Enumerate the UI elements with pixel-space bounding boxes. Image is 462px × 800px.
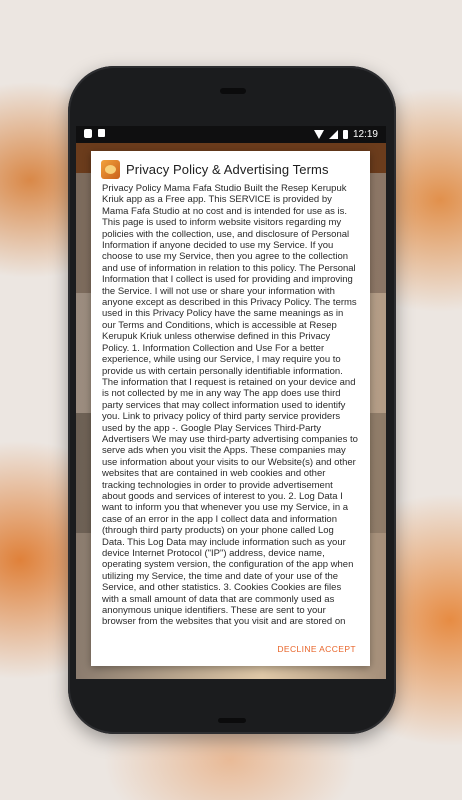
signal-icon: [329, 130, 338, 139]
decline-button[interactable]: DECLINE: [277, 644, 317, 654]
status-indicators: [314, 129, 378, 140]
app-icon: [101, 160, 120, 179]
privacy-policy-dialog: [91, 151, 370, 666]
status-notifications: [84, 129, 105, 138]
dialog-title: Privacy Policy & Advertising Terms: [126, 161, 329, 177]
wifi-icon: [314, 130, 324, 139]
dialog-header: [101, 158, 362, 180]
status-time: 12:19: [352, 129, 378, 140]
earpiece-speaker: [220, 88, 246, 94]
status-bar: [76, 126, 386, 143]
bottom-speaker: [218, 718, 246, 723]
dialog-actions: [91, 640, 370, 660]
accept-button[interactable]: ACCEPT: [319, 644, 356, 654]
policy-text[interactable]: Privacy Policy Mama Fafa Studio Built the Resep Kerupuk Kriuk app as a Free app. This SERVICE is provided by Mama Fafa Studio at no cost and is intended for use as is. This page is used to inform website visitors regarding my policies with the collection, use, and disclosure of Personal Information if anyone decided to use my Service. If you choose to use my Service, then you agree to the collection and use of information in relation to this policy. The Personal Information that I collect is used for providing and improving the Service. I will not use or share your information with anyone except as described in this Privacy Policy. The terms used in this Privacy Policy have the same meanings as in our Terms and Conditions, which is accessible at Resep Kerupuk Kriuk unless otherwise defined in this Privacy Policy. 1. Information Collection and Use For a better experience, while using our Service, I may require you to provide us with certain personally identifiable information. The information that I request is retained on your device and is not collected by me in any way The app does use third party services that may collect information used to identify you. Link to privacy policy of third party service providers used by the app -. Google Play Services Third-Party Advertisers We may use third-party advertising companies to serve ads when you visit the Apps. These companies may use information about your visits to our Website(s) and other websites that are contained in web cookies and other tracking technologies in order to provide advertisement about goods and services of interest to you. 2. Log Data I want to inform you that whenever you use my Service, in a case of an error in the app I collect data and information (through third party products) on your phone called Log Data. This Log Data may include information such as your device Internet Protocol ("IP") address, device name, operating system version, the configuration of the app when utilizing my Service, the time and date of your use of the Service, and other statistics. 3. Cookies Cookies are files with a small amount of data that are commonly used as anonymous unique identifiers. These are sent to your browser from the websites that you visit and are stored on: [102, 183, 358, 628]
notification-icon: [98, 129, 105, 137]
shield-icon: [84, 129, 92, 138]
battery-icon: [343, 130, 348, 139]
